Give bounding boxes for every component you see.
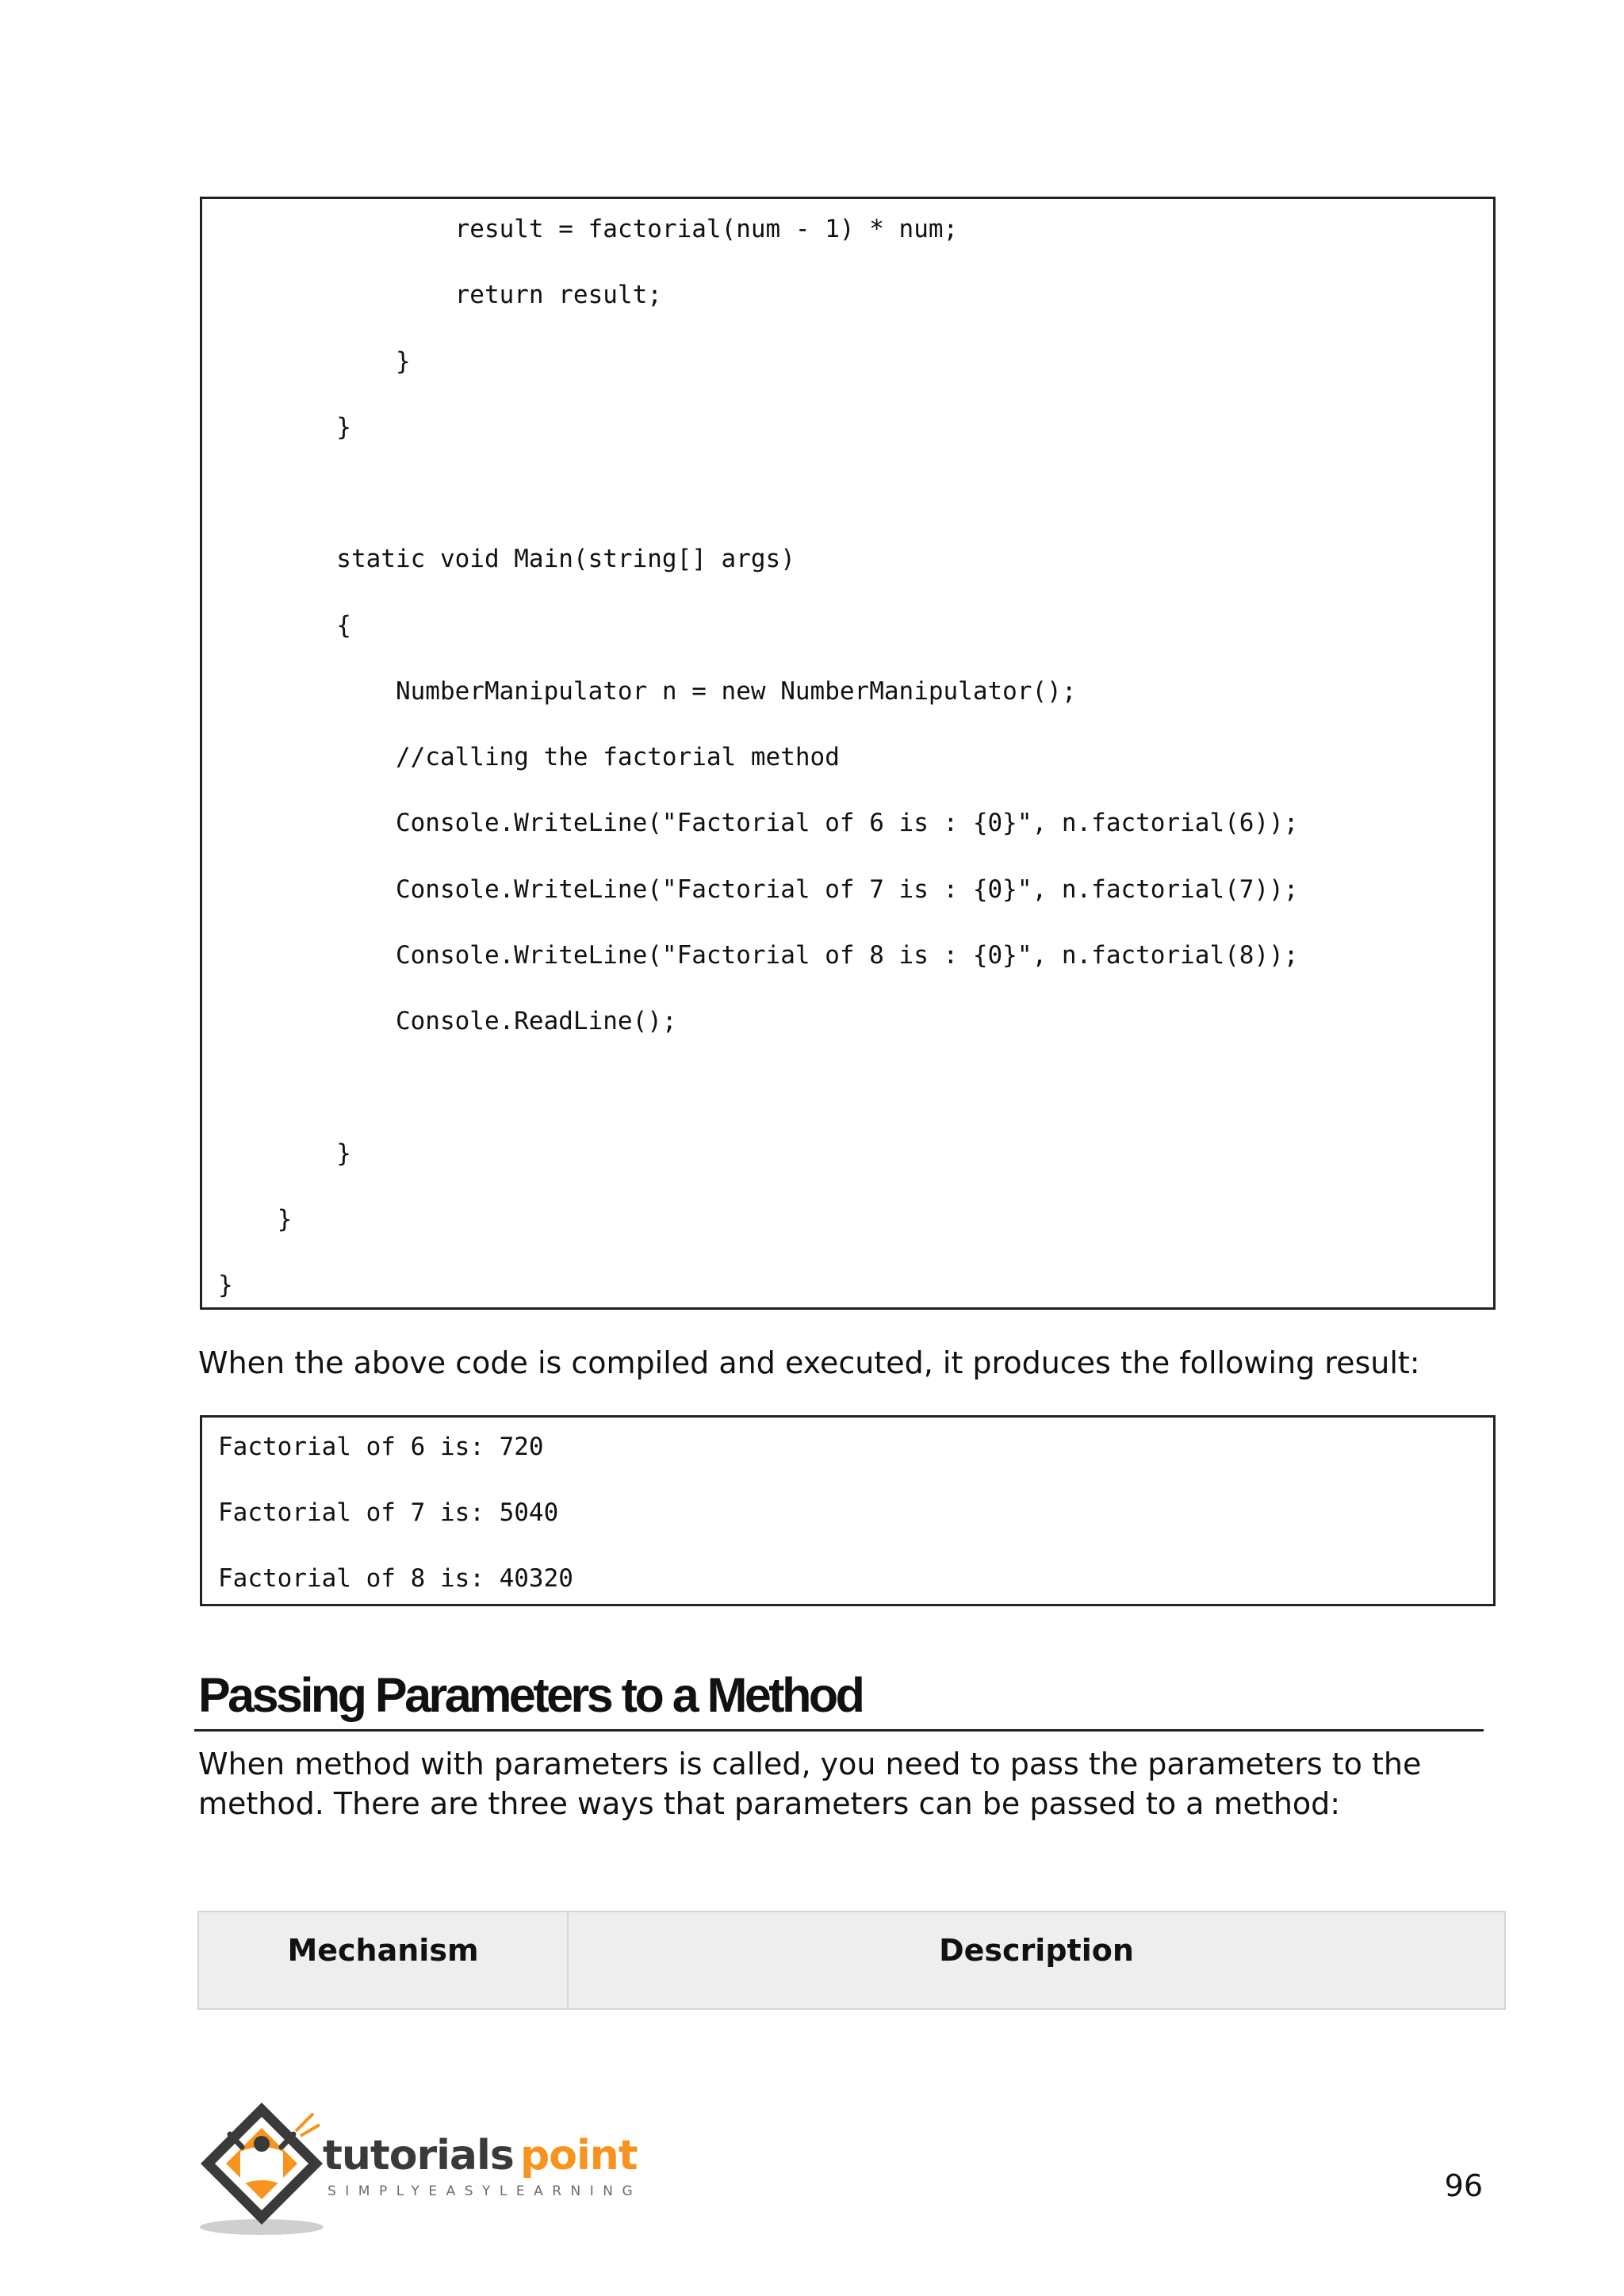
code-line: Console.WriteLine("Factorial of 7 is : {0}", n.factorial(7)); [218,875,1299,904]
logo-wordmark-2: point [520,2132,638,2179]
section-paragraph-line-1: When method with parameters is called, you need to pass the parameters to the [198,1747,1422,1781]
code-line: static void Main(string[] args) [218,545,795,573]
logo-wordmark-1: tutorials [323,2132,514,2179]
output-line: Factorial of 7 is: 5040 [218,1498,559,1527]
title-underline [194,1729,1484,1732]
code-line: } [218,413,351,442]
section-title: Passing Parameters to a Method [198,1668,863,1722]
page-number: 96 [1444,2168,1483,2203]
code-line: } [218,1271,233,1299]
logo-tagline: SIMPLYEASYLEARNING [327,2183,642,2199]
output-line: Factorial of 8 is: 40320 [218,1564,573,1593]
code-line: Console.WriteLine("Factorial of 8 is : {0}", n.factorial(8)); [218,941,1299,970]
section-paragraph-line-2: method. There are three ways that parameters can be passed to a method: [198,1786,1341,1821]
code-line: } [218,1139,351,1168]
output-line: Factorial of 6 is: 720 [218,1433,544,1461]
code-block-1 [200,197,1496,1310]
code-line: { [218,611,351,640]
code-line: result = factorial(num - 1) * num; [218,215,959,243]
code-line: //calling the factorial method [218,743,840,771]
code-line: } [218,1205,293,1234]
code-line: NumberManipulator n = new NumberManipulator(); [218,677,1077,706]
mechanism-table [197,1911,1506,2010]
table-header-mechanism: Mechanism [199,1912,569,2008]
code-line: } [218,347,411,376]
code-line: Console.ReadLine(); [218,1007,677,1035]
code-line: return result; [218,281,662,309]
code-line: Console.WriteLine("Factorial of 6 is : {0}", n.factorial(6)); [218,809,1299,837]
tutorialspoint-logo [194,2096,646,2239]
result-intro-text: When the above code is compiled and executed, it produces the following result: [198,1345,1420,1380]
output-block [200,1415,1496,1606]
table-header-description: Description [939,1933,1134,1968]
